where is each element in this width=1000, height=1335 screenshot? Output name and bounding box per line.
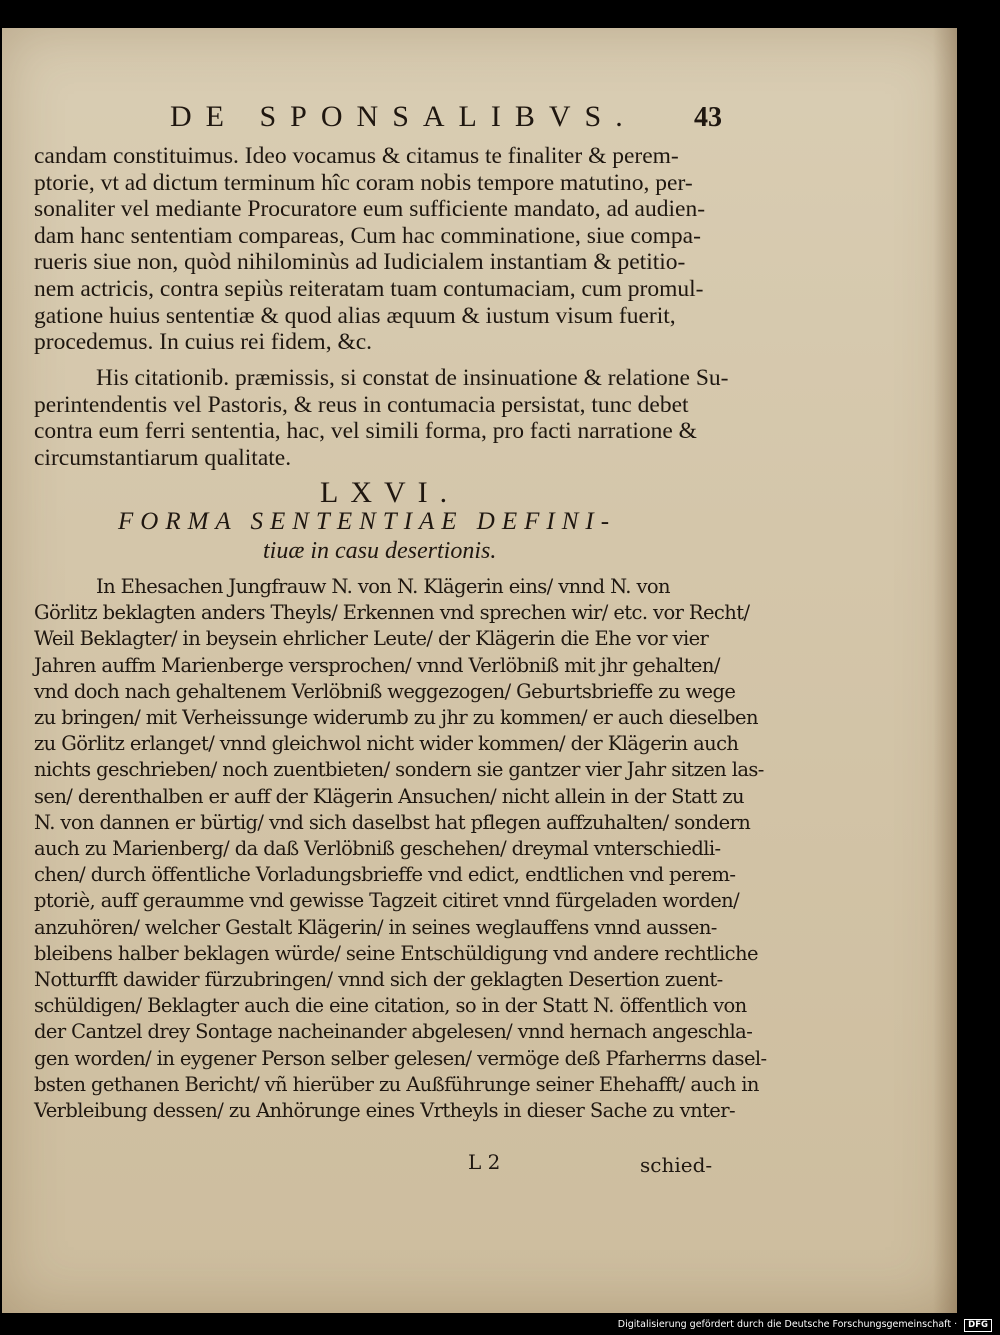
text-line: nichts geschrieben/ noch zuentbieten/ sondern sie gantzer vier Jahr sitzen las- — [34, 758, 764, 782]
text-line: circumstantiarum qualitate. — [34, 444, 292, 471]
text-line: Görlitz beklagten anders Theyls/ Erkennen vnd sprechen wir/ etc. vor Recht/ — [34, 601, 750, 625]
text-line: bsten gethanen Bericht/ vñ hierüber zu Außführunge seiner Ehehafft/ auch in — [34, 1072, 759, 1096]
german-paragraph — [34, 574, 767, 1124]
text-line: Jahren auffm Marienberge versprochen/ vnnd Verlöbniß mit jhr gehalten/ — [34, 653, 720, 677]
text-line: vnd doch nach gehaltenem Verlöbniß weggezogen/ Geburtsbrieffe zu wege — [34, 679, 736, 703]
text-line: gen worden/ in eygener Person selber gelesen/ vermöge deß Pfarherrns dasel- — [34, 1046, 767, 1070]
folio-number: 43 — [694, 102, 722, 133]
text-line: nem actricis, contra sepiùs reiteratam tuam contumaciam, cum promul- — [34, 275, 704, 302]
text-line: gatione huius sententiæ & quod alias æquum & iustum visum fuerit, — [34, 302, 676, 329]
text-line: contra eum ferri sententia, hac, vel simili forma, pro facti narratione & — [34, 418, 697, 445]
section-subtitle: tiuæ in casu desertionis. — [263, 538, 497, 564]
text-line: His citationib. præmissis, si constat de insinuatione & relatione Su- — [96, 365, 729, 391]
text-line: N. von dannen er bürtig/ vnd sich daselbst hat pflegen auffzuhalten/ sondern — [34, 810, 751, 834]
text-line: ptoriè, auff geraumme vnd gewisse Tagzeit citiret vnnd fürgeladen worden/ — [34, 889, 740, 913]
section-title: FORMA SENTENTIAE DEFINI- — [118, 508, 617, 535]
dfg-logo: DFG — [964, 1319, 992, 1332]
text-line: candam constituimus. Ideo vocamus & citamus te finaliter & perem- — [34, 143, 679, 169]
text-line: sen/ derenthalben er auff der Klägerin Ansuchen/ nicht allein in der Statt zu — [34, 784, 744, 808]
text-line: Notturfft dawider fürzubringen/ vnnd sich der geklagten Desertion zuent- — [34, 968, 723, 992]
text-line: auch zu Marienberg/ da daß Verlöbniß geschehen/ dreymal vnterschiedli- — [34, 837, 721, 861]
latin-paragraph-1 — [34, 143, 734, 356]
text-line: procedemus. In cuius rei fidem, &c. — [34, 329, 373, 356]
text-line: zu bringen/ mit Verheissunge widerumb zu jhr zu kommen/ er auch dieselben — [34, 706, 758, 730]
text-line: zu Görlitz erlanget/ vnnd gleichwol nicht wider kommen/ der Klägerin auch — [34, 732, 739, 756]
text-line: chen/ durch öffentliche Vorladungsbrieffe vnd edict, endtlichen vnd perem- — [34, 863, 736, 887]
text-line: dam hanc sententiam compareas, Cum hac comminatione, siue compa- — [34, 222, 701, 249]
text-line: sonaliter vel mediante Procuratore eum sufficiente mandato, ad audien- — [34, 196, 706, 223]
text-line: Weil Beklagter/ in beysein ehrlicher Leute/ der Klägerin die Ehe vor vier — [34, 627, 709, 651]
running-title: DE SPONSALIBVS. — [170, 100, 637, 133]
text-line: anzuhören/ welcher Gestalt Klägerin/ in seines weglauffens vnnd aussen- — [34, 915, 717, 939]
text-line: ptorie, vt ad dictum terminum hîc coram nobis tempore matutino, per- — [34, 169, 693, 196]
text-line: perintendentis vel Pastoris, & reus in contumacia persistat, tunc debet — [34, 391, 689, 418]
text-line: der Cantzel drey Sontage nacheinander abgelesen/ vnnd hernach angeschla- — [34, 1020, 753, 1044]
catchword: schied- — [640, 1153, 713, 1177]
text-line: schüldigen/ Beklagter auch die eine citation, so in der Statt N. öffentlich von — [34, 994, 747, 1018]
digitization-credit — [618, 1319, 992, 1332]
text-line: bleibens halber beklagen würde/ seine Entschüldigung vnd andere rechtliche — [34, 941, 758, 965]
latin-paragraph-2 — [34, 365, 734, 471]
text-line: Verbleibung dessen/ zu Anhörunge eines Vrtheyls in dieser Sache zu vnter- — [34, 1099, 735, 1123]
text-line: rueris siue non, quòd nihilominùs ad Iudicialem instantiam & petitio- — [34, 249, 686, 276]
section-number: LXVI. — [320, 476, 460, 509]
text-line: In Ehesachen Jungfrauw N. von N. Klägerin eins/ vnnd N. von — [96, 575, 670, 598]
credit-text: Digitalisierung gefördert durch die Deutsche Forschungsgemeinschaft · — [617, 1319, 958, 1330]
signature-mark: L 2 — [468, 1150, 501, 1174]
